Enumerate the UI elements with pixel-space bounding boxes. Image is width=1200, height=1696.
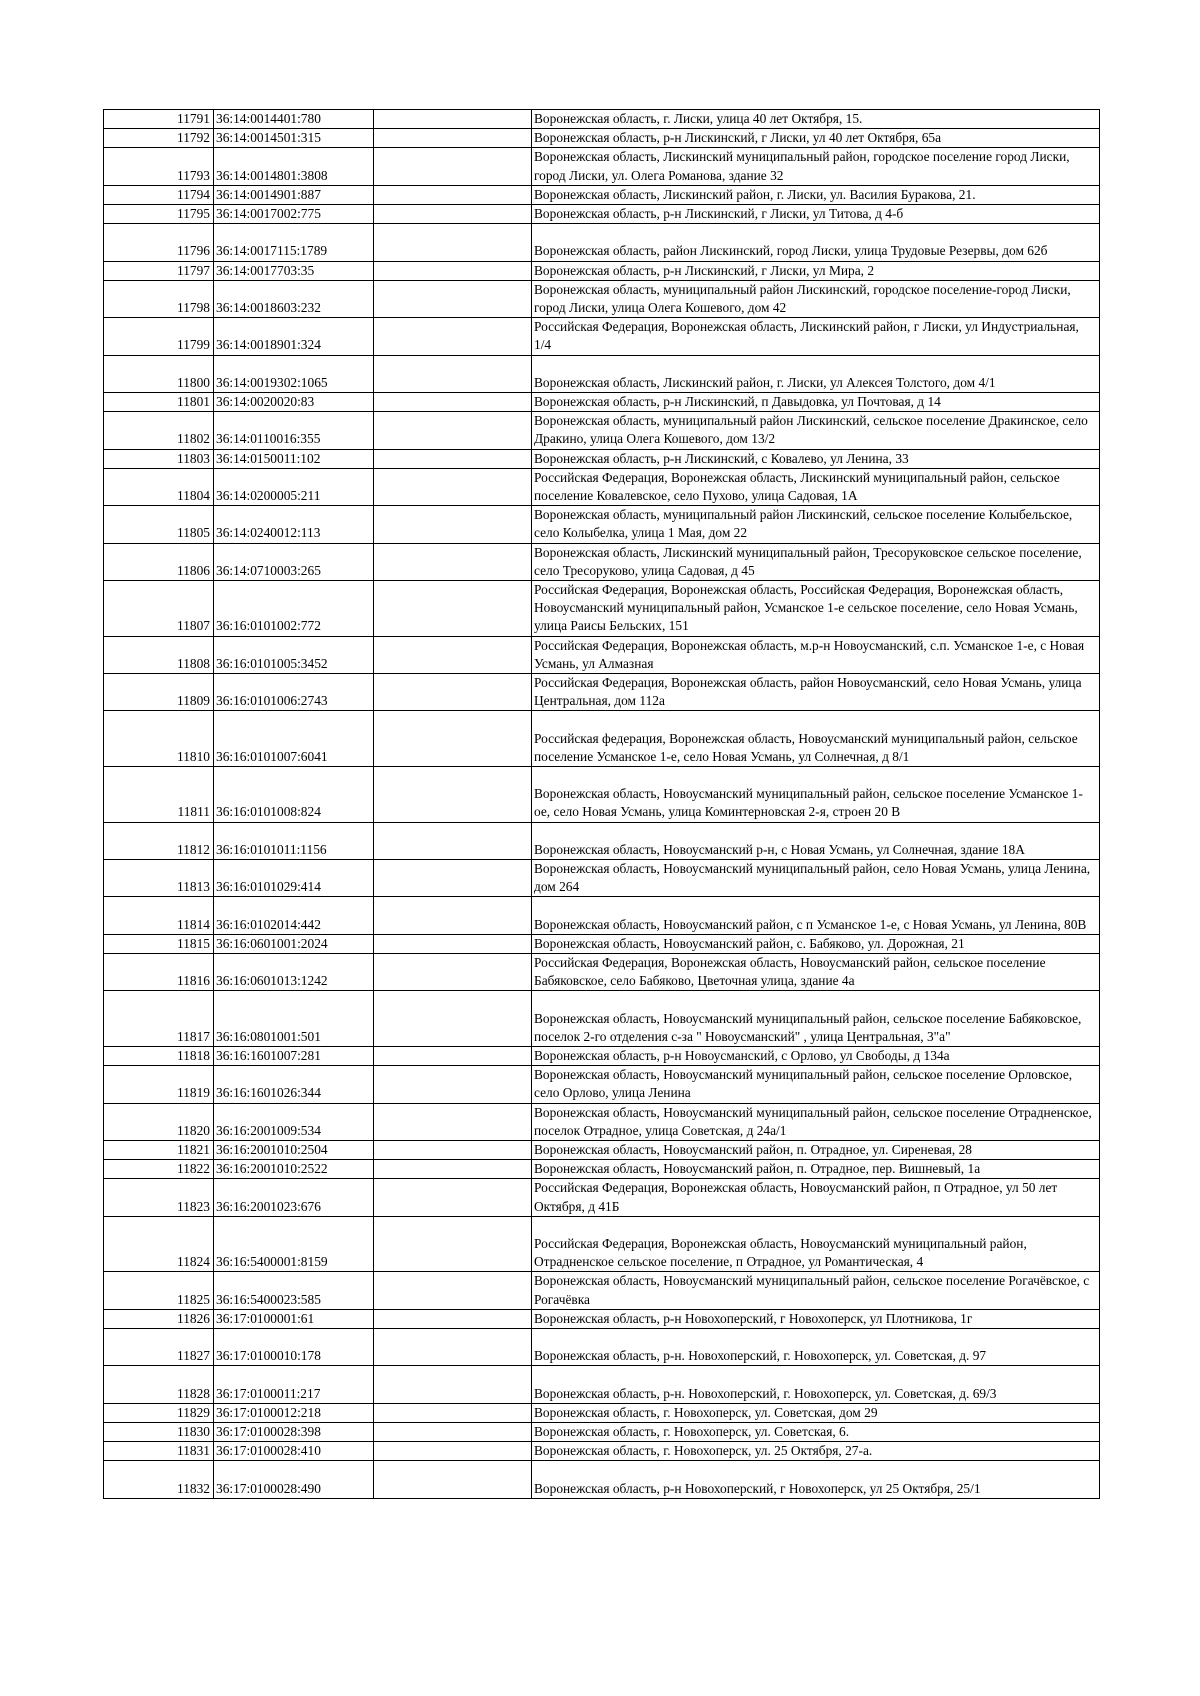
address: Российская Федерация, Воронежская область, Лискинский район, г Лиски, ул Индустриальная, 1/4 (532, 318, 1100, 355)
address: Воронежская область, Новоусманский муниципальный район, сельское поселение Усманское 1-ое, село Новая Усмань, улица Коминтерновская 2-я, строен 20 В (532, 767, 1100, 823)
table-row (104, 412, 1100, 449)
cadastral-number: 36:16:0101008:824 (214, 767, 374, 823)
address: Российская Федерация, Воронежская область, м.р-н Новоусманский, с.п. Усманское 1-е, с Новая Усмань, ул Алмазная (532, 636, 1100, 673)
cadastral-number: 36:16:0101011:1156 (214, 822, 374, 859)
cadastral-number: 36:14:0017115:1789 (214, 224, 374, 261)
empty-cell (374, 674, 532, 711)
empty-cell (374, 1272, 532, 1309)
empty-cell (374, 1179, 532, 1216)
empty-cell (374, 412, 532, 449)
address: Российская Федерация, Воронежская область, Новоусманский муниципальный район, Отрадненское сельское поселение, п Отрадное, ул Романтическая, 4 (532, 1216, 1100, 1272)
empty-cell (374, 148, 532, 185)
address: Воронежская область, г. Лиски, улица 40 лет Октября, 15. (532, 110, 1100, 129)
empty-cell (374, 636, 532, 673)
cadastral-number: 36:14:0017002:775 (214, 205, 374, 224)
address: Воронежская область, г. Новохоперск, ул. 25 Октября, 27-а. (532, 1442, 1100, 1461)
cadastral-number: 36:16:2001009:534 (214, 1103, 374, 1140)
table-row (104, 636, 1100, 673)
registry-table (103, 109, 1100, 1499)
cadastral-number: 36:16:0102014:442 (214, 897, 374, 934)
cadastral-number: 36:17:0100028:490 (214, 1461, 374, 1498)
row-number: 11792 (104, 129, 214, 148)
address: Воронежская область, р-н Лискинский, п Давыдовка, ул Почтовая, д 14 (532, 393, 1100, 412)
empty-cell (374, 1066, 532, 1103)
row-number: 11807 (104, 581, 214, 637)
table-row (104, 1141, 1100, 1160)
registry-rows (104, 110, 1100, 1499)
cadastral-number: 36:17:0100010:178 (214, 1329, 374, 1366)
cadastral-number: 36:14:0018901:324 (214, 318, 374, 355)
row-number: 11805 (104, 506, 214, 543)
empty-cell (374, 711, 532, 767)
cadastral-number: 36:14:0014901:887 (214, 185, 374, 204)
cadastral-number: 36:14:0150011:102 (214, 449, 374, 468)
empty-cell (374, 506, 532, 543)
table-row (104, 897, 1100, 934)
address: Воронежская область, Новоусманский муниципальный район, сельское поселение Орловское, село Орлово, улица Ленина (532, 1066, 1100, 1103)
address: Воронежская область, Новоусманский район, с. Бабяково, ул. Дорожная, 21 (532, 934, 1100, 953)
empty-cell (374, 1309, 532, 1328)
table-row (104, 506, 1100, 543)
table-row (104, 674, 1100, 711)
row-number: 11815 (104, 934, 214, 953)
address: Российская федерация, Воронежская область, Новоусманский муниципальный район, сельское поселение Усманское 1-е, село Новая Усмань, ул Солнечная, д 8/1 (532, 711, 1100, 767)
table-row (104, 860, 1100, 897)
row-number: 11794 (104, 185, 214, 204)
address: Воронежская область, Новоусманский район, п. Отрадное, пер. Вишневый, 1а (532, 1160, 1100, 1179)
row-number: 11801 (104, 393, 214, 412)
address: Воронежская область, Новоусманский муниципальный район, сельское поселение Отрадненское, поселок Отрадное, улица Советская, д 24а/1 (532, 1103, 1100, 1140)
table-row (104, 1403, 1100, 1422)
cadastral-number: 36:14:0014501:315 (214, 129, 374, 148)
cadastral-number: 36:16:0101006:2743 (214, 674, 374, 711)
empty-cell (374, 1141, 532, 1160)
address: Российская Федерация, Воронежская область, Новоусманский район, п Отрадное, ул 50 лет Октября, д 41Б (532, 1179, 1100, 1216)
row-number: 11825 (104, 1272, 214, 1309)
cadastral-number: 36:16:0601013:1242 (214, 954, 374, 991)
table-row (104, 934, 1100, 953)
row-number: 11797 (104, 261, 214, 280)
cadastral-number: 36:16:0101005:3452 (214, 636, 374, 673)
table-row (104, 1179, 1100, 1216)
empty-cell (374, 393, 532, 412)
empty-cell (374, 318, 532, 355)
cadastral-number: 36:14:0014801:3808 (214, 148, 374, 185)
row-number: 11798 (104, 280, 214, 317)
empty-cell (374, 581, 532, 637)
address: Российская Федерация, Воронежская область, Новоусманский район, сельское поселение Бабяковское, село Бабяково, Цветочная улица, здание 4а (532, 954, 1100, 991)
row-number: 11824 (104, 1216, 214, 1272)
address: Воронежская область, р-н Лискинский, г Лиски, ул Титова, д 4-б (532, 205, 1100, 224)
row-number: 11799 (104, 318, 214, 355)
cadastral-number: 36:14:0200005:211 (214, 468, 374, 505)
address: Российская Федерация, Воронежская область, Российская Федерация, Воронежская область, Новоусманский муниципальный район, Усманское 1-е сельское поселение, село Новая Усмань, улица Раисы Бельских, 151 (532, 581, 1100, 637)
row-number: 11827 (104, 1329, 214, 1366)
table-row (104, 1272, 1100, 1309)
table-row (104, 224, 1100, 261)
row-number: 11831 (104, 1442, 214, 1461)
row-number: 11803 (104, 449, 214, 468)
row-number: 11816 (104, 954, 214, 991)
empty-cell (374, 205, 532, 224)
address: Воронежская область, р-н. Новохоперский, г. Новохоперск, ул. Советская, д. 97 (532, 1329, 1100, 1366)
row-number: 11800 (104, 355, 214, 392)
empty-cell (374, 468, 532, 505)
empty-cell (374, 280, 532, 317)
empty-cell (374, 822, 532, 859)
address: Воронежская область, р-н Лискинский, с Ковалево, ул Ленина, 33 (532, 449, 1100, 468)
cadastral-number: 36:16:5400023:585 (214, 1272, 374, 1309)
table-row (104, 1066, 1100, 1103)
empty-cell (374, 1160, 532, 1179)
table-row (104, 1216, 1100, 1272)
empty-cell (374, 110, 532, 129)
row-number: 11802 (104, 412, 214, 449)
row-number: 11810 (104, 711, 214, 767)
empty-cell (374, 1103, 532, 1140)
row-number: 11793 (104, 148, 214, 185)
row-number: 11826 (104, 1309, 214, 1328)
table-row (104, 543, 1100, 580)
cadastral-number: 36:14:0110016:355 (214, 412, 374, 449)
row-number: 11811 (104, 767, 214, 823)
cadastral-number: 36:16:2001010:2504 (214, 1141, 374, 1160)
row-number: 11804 (104, 468, 214, 505)
table-row (104, 205, 1100, 224)
table-row (104, 1329, 1100, 1366)
address: Воронежская область, Новоусманский муниципальный район, село Новая Усмань, улица Ленина, дом 264 (532, 860, 1100, 897)
table-row (104, 318, 1100, 355)
table-row (104, 261, 1100, 280)
cadastral-number: 36:14:0240012:113 (214, 506, 374, 543)
address: Воронежская область, Новоусманский р-н, с Новая Усмань, ул Солнечная, здание 18А (532, 822, 1100, 859)
row-number: 11823 (104, 1179, 214, 1216)
row-number: 11821 (104, 1141, 214, 1160)
address: Воронежская область, Новоусманский муниципальный район, сельское поселение Бабяковское, поселок 2-го отделения с-за " Новоусманский" , улица Центральная, 3"а" (532, 991, 1100, 1047)
table-row (104, 954, 1100, 991)
address: Воронежская область, Лискинский район, г. Лиски, ул Алексея Толстого, дом 4/1 (532, 355, 1100, 392)
empty-cell (374, 1366, 532, 1403)
table-row (104, 393, 1100, 412)
empty-cell (374, 261, 532, 280)
table-row (104, 1160, 1100, 1179)
cadastral-number: 36:17:0100012:218 (214, 1403, 374, 1422)
cadastral-number: 36:16:0601001:2024 (214, 934, 374, 953)
empty-cell (374, 1423, 532, 1442)
table-row (104, 129, 1100, 148)
row-number: 11814 (104, 897, 214, 934)
table-row (104, 1309, 1100, 1328)
address: Воронежская область, г. Новохоперск, ул. Советская, 6. (532, 1423, 1100, 1442)
table-row (104, 148, 1100, 185)
address: Воронежская область, г. Новохоперск, ул. Советская, дом 29 (532, 1403, 1100, 1422)
address: Воронежская область, муниципальный район Лискинский, сельское поселение Дракинское, село Дракино, улица Олега Кошевого, дом 13/2 (532, 412, 1100, 449)
empty-cell (374, 991, 532, 1047)
table-row (104, 449, 1100, 468)
table-row (104, 1366, 1100, 1403)
cadastral-number: 36:16:1601007:281 (214, 1047, 374, 1066)
cadastral-number: 36:17:0100001:61 (214, 1309, 374, 1328)
address: Российская Федерация, Воронежская область, район Новоусманский, село Новая Усмань, улица Центральная, дом 112а (532, 674, 1100, 711)
row-number: 11822 (104, 1160, 214, 1179)
empty-cell (374, 860, 532, 897)
address: Воронежская область, р-н Новохоперский, г Новохоперск, ул 25 Октября, 25/1 (532, 1461, 1100, 1498)
address: Воронежская область, р-н Новохоперский, г Новохоперск, ул Плотникова, 1г (532, 1309, 1100, 1328)
table-row (104, 355, 1100, 392)
cadastral-number: 36:17:0100011:217 (214, 1366, 374, 1403)
empty-cell (374, 1216, 532, 1272)
cadastral-number: 36:14:0019302:1065 (214, 355, 374, 392)
table-row (104, 767, 1100, 823)
cadastral-number: 36:16:0101002:772 (214, 581, 374, 637)
cadastral-number: 36:16:0101007:6041 (214, 711, 374, 767)
address: Воронежская область, Новоусманский район, с п Усманское 1-е, с Новая Усмань, ул Ленина, 80В (532, 897, 1100, 934)
empty-cell (374, 185, 532, 204)
address: Воронежская область, муниципальный район Лискинский, городское поселение-город Лиски, город Лиски, улица Олега Кошевого, дом 42 (532, 280, 1100, 317)
address: Воронежская область, р-н Лискинский, г Лиски, ул 40 лет Октября, 65а (532, 129, 1100, 148)
table-row (104, 1103, 1100, 1140)
table-row (104, 280, 1100, 317)
address: Воронежская область, р-н. Новохоперский, г. Новохоперск, ул. Советская, д. 69/3 (532, 1366, 1100, 1403)
address: Воронежская область, р-н Новоусманский, с Орлово, ул Свободы, д 134а (532, 1047, 1100, 1066)
empty-cell (374, 1403, 532, 1422)
cadastral-number: 36:14:0014401:780 (214, 110, 374, 129)
row-number: 11806 (104, 543, 214, 580)
address: Воронежская область, р-н Лискинский, г Лиски, ул Мира, 2 (532, 261, 1100, 280)
empty-cell (374, 1461, 532, 1498)
empty-cell (374, 543, 532, 580)
empty-cell (374, 1442, 532, 1461)
table-row (104, 110, 1100, 129)
cadastral-number: 36:14:0018603:232 (214, 280, 374, 317)
row-number: 11820 (104, 1103, 214, 1140)
cadastral-number: 36:14:0710003:265 (214, 543, 374, 580)
table-row (104, 468, 1100, 505)
row-number: 11813 (104, 860, 214, 897)
row-number: 11791 (104, 110, 214, 129)
row-number: 11809 (104, 674, 214, 711)
cadastral-number: 36:16:2001023:676 (214, 1179, 374, 1216)
cadastral-number: 36:16:2001010:2522 (214, 1160, 374, 1179)
address: Воронежская область, Лискинский муниципальный район, Тресоруковское сельское поселение, село Тресоруково, улица Садовая, д 45 (532, 543, 1100, 580)
cadastral-number: 36:16:0101029:414 (214, 860, 374, 897)
row-number: 11812 (104, 822, 214, 859)
empty-cell (374, 954, 532, 991)
address: Воронежская область, муниципальный район Лискинский, сельское поселение Колыбельское, село Колыбелка, улица 1 Мая, дом 22 (532, 506, 1100, 543)
row-number: 11817 (104, 991, 214, 1047)
row-number: 11818 (104, 1047, 214, 1066)
empty-cell (374, 1047, 532, 1066)
cadastral-number: 36:16:5400001:8159 (214, 1216, 374, 1272)
table-row (104, 822, 1100, 859)
table-row (104, 1461, 1100, 1498)
empty-cell (374, 1329, 532, 1366)
row-number: 11808 (104, 636, 214, 673)
table-row (104, 581, 1100, 637)
address: Воронежская область, Новоусманский район, п. Отрадное, ул. Сиреневая, 28 (532, 1141, 1100, 1160)
table-row (104, 711, 1100, 767)
empty-cell (374, 767, 532, 823)
empty-cell (374, 897, 532, 934)
address: Воронежская область, район Лискинский, город Лиски, улица Трудовые Резервы, дом 62б (532, 224, 1100, 261)
cadastral-number: 36:16:1601026:344 (214, 1066, 374, 1103)
row-number: 11828 (104, 1366, 214, 1403)
empty-cell (374, 355, 532, 392)
table-row (104, 1442, 1100, 1461)
address: Воронежская область, Лискинский муниципальный район, городское поселение город Лиски, город Лиски, ул. Олега Романова, здание 32 (532, 148, 1100, 185)
empty-cell (374, 934, 532, 953)
row-number: 11819 (104, 1066, 214, 1103)
address: Воронежская область, Лискинский район, г. Лиски, ул. Василия Буракова, 21. (532, 185, 1100, 204)
cadastral-number: 36:16:0801001:501 (214, 991, 374, 1047)
empty-cell (374, 129, 532, 148)
row-number: 11796 (104, 224, 214, 261)
row-number: 11830 (104, 1423, 214, 1442)
address: Российская Федерация, Воронежская область, Лискинский муниципальный район, сельское поселение Ковалевское, село Пухово, улица Садовая, 1А (532, 468, 1100, 505)
cadastral-number: 36:14:0020020:83 (214, 393, 374, 412)
cadastral-number: 36:17:0100028:398 (214, 1423, 374, 1442)
table-row (104, 1047, 1100, 1066)
table-row (104, 1423, 1100, 1442)
row-number: 11829 (104, 1403, 214, 1422)
table-row (104, 991, 1100, 1047)
row-number: 11795 (104, 205, 214, 224)
address: Воронежская область, Новоусманский муниципальный район, сельское поселение Рогачёвское, с Рогачёвка (532, 1272, 1100, 1309)
table-row (104, 185, 1100, 204)
row-number: 11832 (104, 1461, 214, 1498)
cadastral-number: 36:17:0100028:410 (214, 1442, 374, 1461)
empty-cell (374, 224, 532, 261)
cadastral-number: 36:14:0017703:35 (214, 261, 374, 280)
empty-cell (374, 449, 532, 468)
